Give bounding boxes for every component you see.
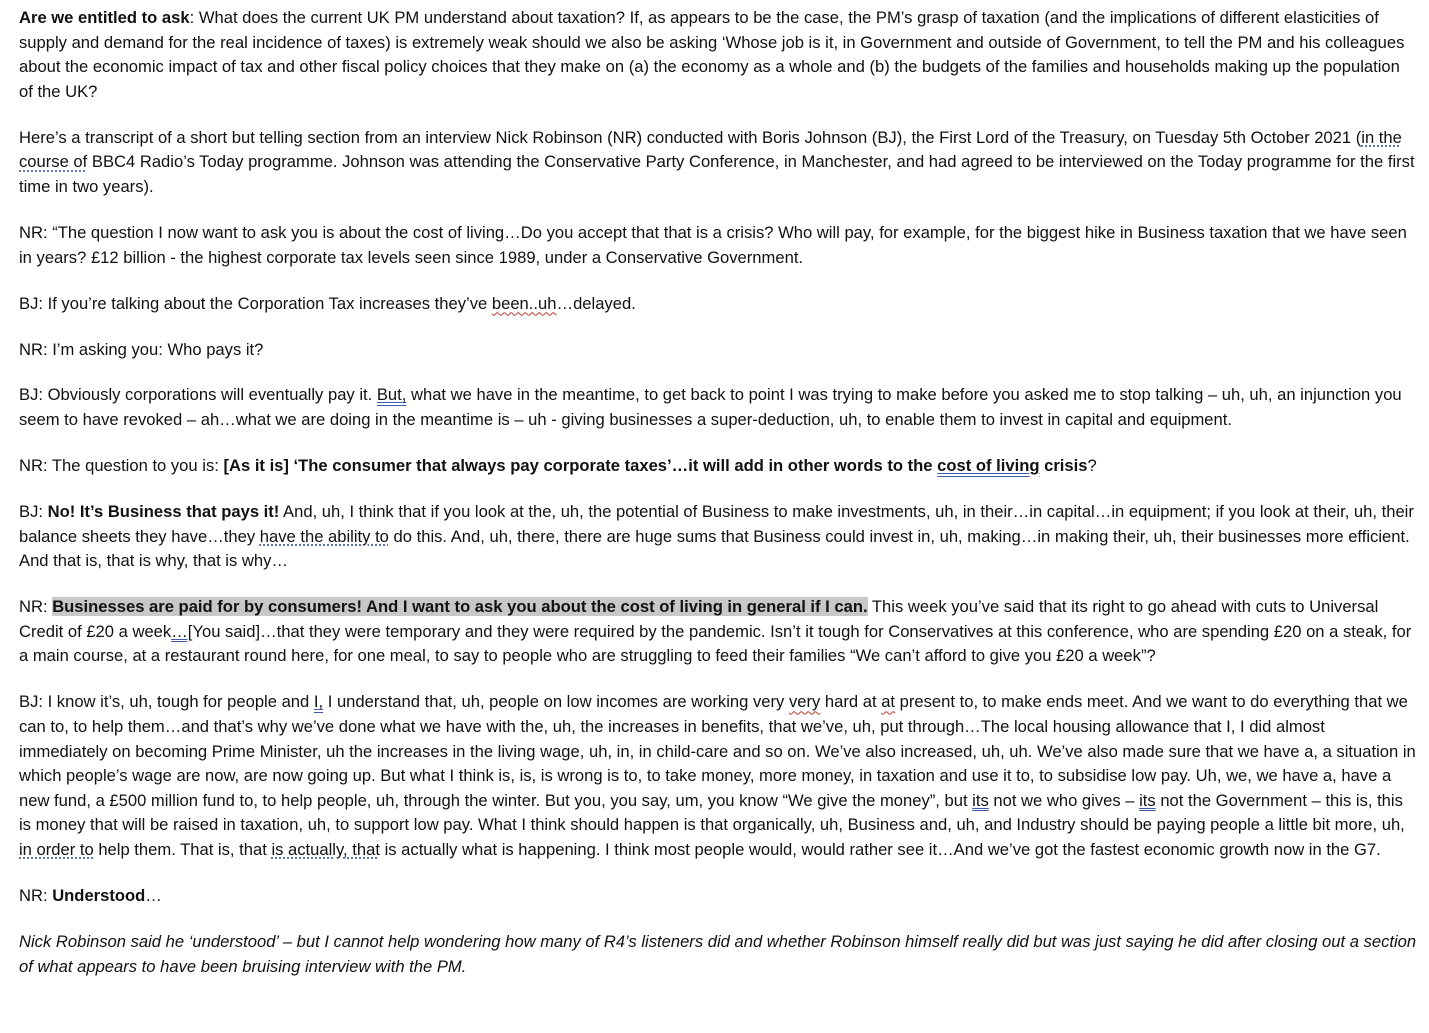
nr-question-4: NR: Businesses are paid for by consumers! And I want to ask you about the cost of living in general if I can. This week you’ve said that its right to go ahead with cuts to Universal Credit of £20 a week…[You said]…that they were temporary and they were required by the pandemic. Isn’t it tough for Conservatives at this conference, who are spending £20 on a steak, for a main course, at a restaurant round here, for one meal, to say to people who are struggling to feed their families “We can’t afford to give you £20 a week”? (19, 597, 1412, 666)
intro-lead: Are we entitled to ask (19, 8, 190, 27)
grammar-suggestion[interactable]: …[ (171, 621, 193, 641)
spelling-error[interactable]: at (881, 692, 896, 712)
bj-answer-3: BJ: No! It’s Business that pays it! And, uh, I think that if you look at the, uh, the potential of Business to make investments, uh, in their…in capital…in equipment; if you look at their, uh, their balance sheets they have…they have the ability to do this. And, uh, there, there are huge sums that Business could invest in, uh, making…in making their, uh, their businesses more efficient. And that is, that is why, that is why… (19, 502, 1414, 571)
bj-answer-4: BJ: I know it’s, uh, tough for people and I, I understand that, uh, people on low incomes are working very very hard at at present to, to make ends meet. And we want to do everything that we can to, to help them…and that’s why we’ve done what we have with the, uh, the increases in benefits, that we’ve, uh, put through…The local housing allowance that I, I did almost immediately on becoming Prime Minister, uh the increases in the living wage, uh, in, in child-care and so on. We’ve also increased, uh, uh. We’ve also made sure that we have a, a situation in which people’s wage are now, are now going up. But what I think is, is, is wrong is to, to take money, more money, in taxation and use it to, to subsidise low pay. Uh, we, we have a, have a new fund, a £500 million fund to, to help people, uh, through the winter. But you, you say, um, you know “We give the money”, but its not we who gives – its not the Government – this is, this is money that will be raised in taxation, uh, to support low pay. What I think should happen is that organically, uh, Business and, uh, and Industry should be paying people a little bit more, uh, in order to help them. That is, that is actually, that is actually what is happening. I think most people would, would rather see it…And we’ve got the fastest economic growth now in the G7. (19, 692, 1416, 859)
grammar-suggestion[interactable]: I, (313, 692, 324, 712)
nr-question-3: NR: The question to you is: [As it is] ‘The consumer that always pay corporate taxes’…it will add in other words to the cost of living crisis? (19, 456, 1097, 476)
grammar-suggestion[interactable]: in order to (19, 839, 94, 859)
nr-closing: NR: Understood… (19, 885, 162, 905)
nr-question-2: NR: I’m asking you: Who pays it? (19, 339, 264, 359)
grammar-suggestion[interactable]: cost of living (937, 456, 1040, 476)
spelling-error[interactable]: very (788, 692, 821, 712)
grammar-suggestion[interactable]: its (972, 790, 989, 810)
grammar-suggestion[interactable]: in the course of (19, 127, 1402, 172)
grammar-suggestion[interactable]: its (1139, 790, 1156, 810)
grammar-suggestion[interactable]: have the ability to (259, 526, 389, 546)
bj-answer-1: BJ: If you’re talking about the Corporation Tax increases they’ve been..uh…delayed. (19, 293, 636, 313)
grammar-suggestion[interactable]: is actually, that (271, 839, 380, 859)
highlighted-text: Businesses are paid for by consumers! And I want to ask you about the cost of living in general if I can. (52, 597, 868, 617)
closing-commentary: Nick Robinson said he ‘understood’ – but I cannot help wondering how many of R4’s listeners did and whether Robinson himself really did but was just saying he did after closing out a section of what appears to have been bruising interview with the PM. (19, 931, 1417, 976)
spelling-error[interactable]: been..uh (491, 293, 557, 313)
grammar-suggestion[interactable]: But, (376, 385, 407, 405)
nr-question-1: NR: “The question I now want to ask you is about the cost of living…Do you accept that that is a crisis? Who will pay, for example, for the biggest hike in Business taxation that we have seen in years? £12 billion - the highest corporate tax levels seen since 1989, under a Conservative Government. (19, 222, 1407, 267)
intro-paragraph: Are we entitled to ask: What does the current UK PM understand about taxation? If, as appears to be the case, the PM’s grasp of taxation (and the implications of different elasticities of supply and demand for the real incidence of taxes) is extremely weak should we also be asking ‘Whose job is it, in Government and outside of Government, to tell the PM and his colleagues about the economic impact of tax and other fiscal policy choices that they make on (a) the economy as a whole and (b) the budgets of the families and households making up the population of the UK? (19, 8, 1405, 101)
bj-answer-2: BJ: Obviously corporations will eventually pay it. But, what we have in the meantime, to get back to point I was trying to make before you asked me to stop talking – uh, uh, an injunction you seem to have revoked – ah…what we are doing in the meantime is – uh - giving businesses a super-deduction, uh, to enable them to invest in capital and equipment. (19, 385, 1402, 430)
context-paragraph: Here’s a transcript of a short but telling section from an interview Nick Robinson (NR) conducted with Boris Johnson (BJ), the First Lord of the Treasury, on Tuesday 5th October 2021 (in the course of BBC4 Radio’s Today programme. Johnson was attending the Conservative Party Conference, in Manchester, and had agreed to be interviewed on the Today programme for the first time in two years). (19, 127, 1415, 196)
